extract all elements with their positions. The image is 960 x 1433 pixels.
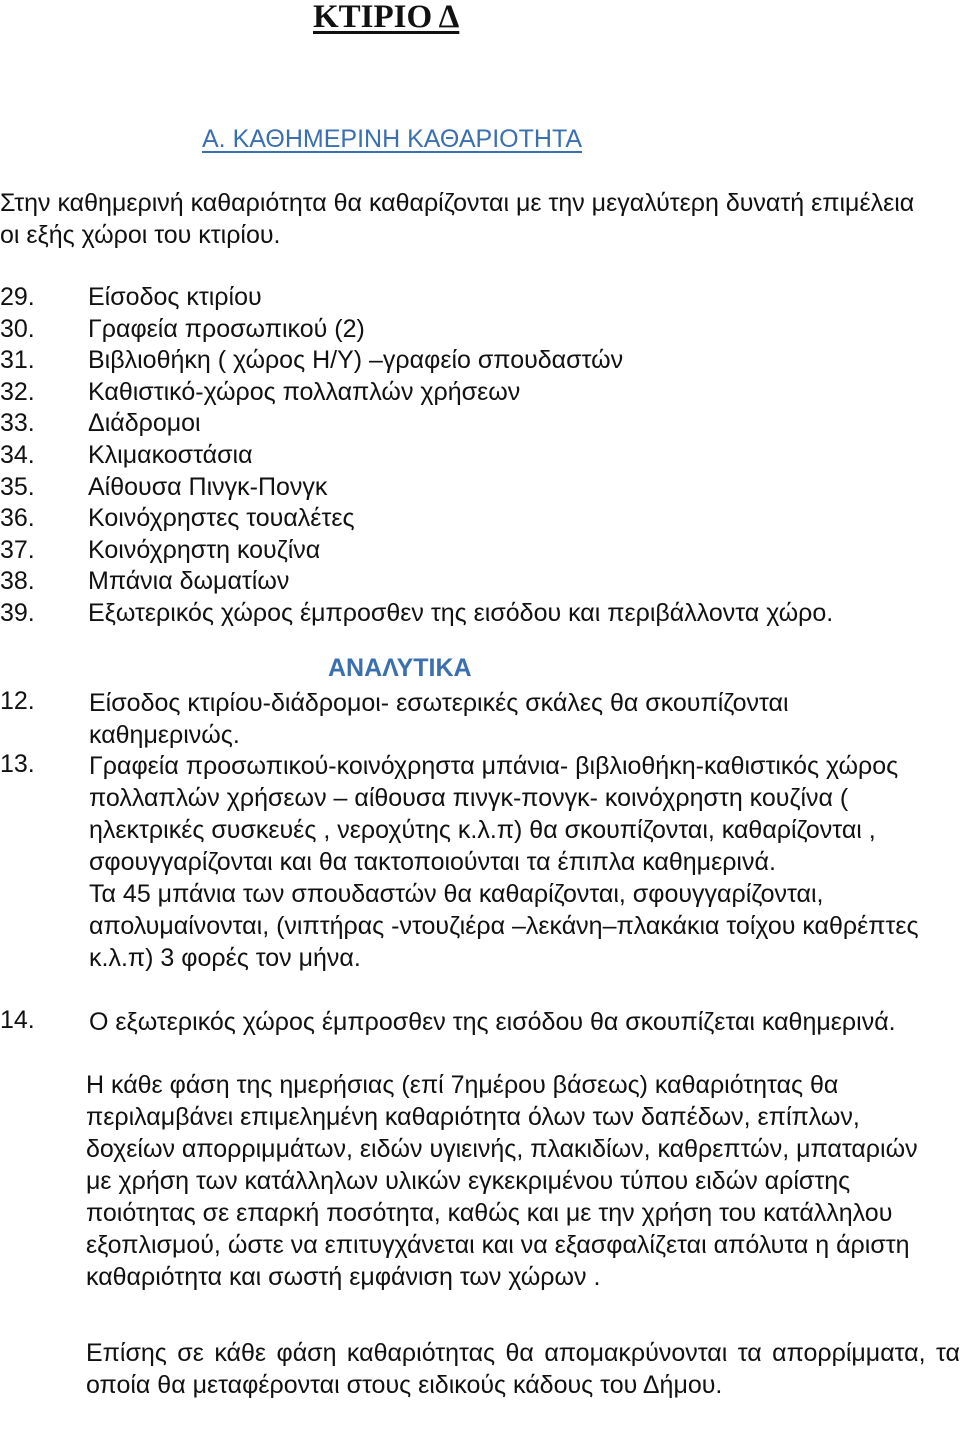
item-text: Μπάνια δωματίων <box>88 567 290 596</box>
item-number: 31. <box>0 346 35 375</box>
item-text: Είσοδος κτιρίου <box>88 283 262 311</box>
waste-paragraph: Επίσης σε κάθε φάση καθαριότητας θα απομακρύνονται τα απορρίμματα, τα οποία θα μεταφέρονται στους ειδικούς κάδους του Δήμου. <box>86 1339 960 1399</box>
list-item <box>0 598 940 630</box>
item-number: 32. <box>0 377 35 406</box>
list-item <box>0 566 940 598</box>
item-text: Κοινόχρηστες τουαλέτες <box>88 504 355 533</box>
detail-text-continued: Τα 45 μπάνια των σπουδαστών θα καθαρίζονται, σφουγγαρίζονται, απολυμαίνονται, (νιπτήρας -ντουζιέρα –λεκάνη–πλακάκια τοίχου καθρέπτες κ.λ.π) 3 φορές τον μήνα. <box>89 880 919 972</box>
detail-item <box>0 1006 940 1038</box>
section-heading: Α. ΚΑΘΗΜΕΡΙΝΗ ΚΑΘΑΡΙΟΤΗΤΑ <box>202 125 583 153</box>
item-number: 34. <box>0 440 35 469</box>
analytics-heading: ΑΝΑΛΥΤΙΚΑ <box>328 654 472 682</box>
list-item <box>0 440 940 472</box>
item-text: Αίθουσα Πινγκ-Πονγκ <box>88 472 328 501</box>
detail-item <box>0 750 940 974</box>
item-number: 35. <box>0 472 35 501</box>
item-text: Κοινόχρηστη κουζίνα <box>88 535 321 564</box>
list-item <box>0 472 940 504</box>
detail-text: Γραφεία προσωπικού-κοινόχρηστα μπάνια- βιβλιοθήκη-καθιστικός χώρος πολλαπλών χρήσεων – αίθουσα πινγκ-πονγκ- κοινόχρηστη κουζίνα ( ηλεκτρικές συσκευές , νεροχύτης κ.λ.π) θα σκουπίζονται, καθαρίζονται , σφουγγαρίζονται και θα τακτοποιούνται τα έπιπλα καθημερινά. <box>89 752 899 876</box>
list-item <box>0 345 940 377</box>
detail-number: 13. <box>0 750 35 778</box>
item-text: Διάδρομοι <box>88 409 201 438</box>
item-number: 33. <box>0 409 35 438</box>
item-text: Κλιμακοστάσια <box>88 440 253 469</box>
list-item <box>0 314 940 346</box>
list-item <box>0 503 940 535</box>
detail-text: Είσοδος κτιρίου-διάδρομοι- εσωτερικές σκάλες θα σκουπίζονται καθημερινώς. <box>89 689 789 749</box>
item-number: 39. <box>0 598 35 627</box>
list-item <box>0 535 940 567</box>
phase-paragraph: Η κάθε φάση της ημερήσιας (επί 7ημέρου βάσεως) καθαριότητας θα περιλαμβάνει επιμελημένη καθαριότητα όλων των δαπέδων, επίπλων, δοχείων απορριμμάτων, ειδών υγιεινής, πλακιδίων, καθρεπτών, μπαταριών με χρήση των κατάλληλων υλικών εγκεκριμένου τύπου ειδών αρίστης ποιότητας σε επαρκή ποσότητα, καθώς και με την χρήση του κατάλληλου εξοπλισμού, ώστε να επιτυγχάνεται και να εξασφαλίζεται απόλυτα η άριστη καθαριότητα και σωστή εμφάνιση των χώρων . <box>86 1071 918 1291</box>
detail-text: Ο εξωτερικός χώρος έμπροσθεν της εισόδου θα σκουπίζεται καθημερινά. <box>89 1008 896 1036</box>
item-text: Καθιστικό-χώρος πολλαπλών χρήσεων <box>88 377 521 406</box>
item-number: 36. <box>0 504 35 533</box>
item-number: 38. <box>0 567 35 596</box>
item-text: Γραφεία προσωπικού (2) <box>88 314 365 343</box>
detail-number: 12. <box>0 687 35 715</box>
item-text: Εξωτερικός χώρος έμπροσθεν της εισόδου και περιβάλλοντα χώρο. <box>88 598 834 627</box>
list-item <box>0 408 940 440</box>
item-number: 37. <box>0 535 35 564</box>
spaces-list <box>0 282 940 630</box>
document-title: ΚΤΙΡΙΟ Δ <box>313 0 460 35</box>
item-text: Βιβλιοθήκη ( χώρος Η/Υ) –γραφείο σπουδαστών <box>88 346 624 375</box>
item-number: 30. <box>0 314 35 343</box>
list-item <box>0 282 940 314</box>
item-number: 29. <box>0 283 35 311</box>
intro-paragraph: Στην καθημερινή καθαριότητα θα καθαρίζονται με την μεγαλύτερη δυνατή επιμέλεια οι εξής χώροι του κτιρίου. <box>0 189 915 249</box>
detail-number: 14. <box>0 1006 35 1034</box>
list-item <box>0 377 940 409</box>
detail-item <box>0 687 940 751</box>
